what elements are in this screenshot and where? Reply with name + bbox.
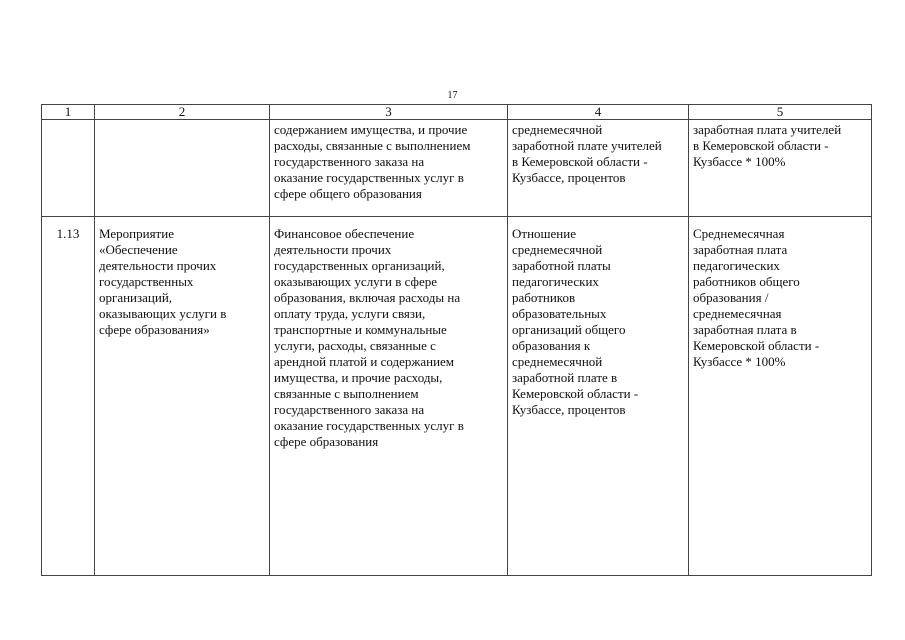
header-col-3: 3 — [270, 105, 508, 120]
cell-text-line: образования / — [693, 290, 769, 305]
cell-text-line: Кузбассе, процентов — [512, 170, 626, 185]
cell-text-line: сфере образования» — [99, 322, 210, 337]
cell-text-line: среднемесячной — [512, 354, 603, 369]
cell-description — [270, 217, 508, 576]
cell-text-line: сфере общего образования — [274, 186, 422, 201]
cell-text-line: сфере образования — [274, 434, 379, 449]
cell-text-line: Среднемесячная — [693, 226, 785, 241]
cell-text-line: организаций, — [99, 290, 173, 305]
cell-formula — [689, 120, 872, 217]
cell-text-line: педагогических — [693, 258, 780, 273]
cell-text-line: работников общего — [693, 274, 800, 289]
cell-text-line: оплату труда, услуги связи, — [274, 306, 426, 321]
cell-text-line: организаций общего — [512, 322, 626, 337]
cell-text-line: в Кемеровской области - — [512, 154, 648, 169]
cell-text-line: арендной платой и содержанием — [274, 354, 455, 369]
cell-text-line: педагогических — [512, 274, 599, 289]
cell-number — [42, 120, 95, 217]
cell-number: 1.13 — [42, 217, 95, 576]
cell-text-line: «Обеспечение — [99, 242, 178, 257]
cell-text-line: деятельности прочих — [274, 242, 392, 257]
cell-text-line: Кузбассе * 100% — [693, 354, 786, 369]
table-row-continuation — [42, 120, 872, 217]
cell-text-line: заработная плата — [693, 242, 788, 257]
cell-text-line: заработная плата учителей — [693, 122, 842, 137]
cell-text-line: имущества, и прочие расходы, — [274, 370, 443, 385]
cell-text-line: образования к — [512, 338, 591, 353]
cell-text-line: Кемеровской области - — [512, 386, 639, 401]
cell-text-line: государственных — [99, 274, 194, 289]
cell-text-line: оказание государственных услуг в — [274, 418, 464, 433]
cell-text-line: среднемесячной — [512, 242, 603, 257]
cell-text-line: заработная плата в — [693, 322, 797, 337]
cell-text-line: среднемесячная — [693, 306, 782, 321]
cell-text-line: государственных организаций, — [274, 258, 445, 273]
cell-text-line: образовательных — [512, 306, 607, 321]
cell-text-line: Финансовое обеспечение — [274, 226, 415, 241]
table-row-1-13 — [42, 217, 872, 576]
cell-text-line: образования, включая расходы на — [274, 290, 461, 305]
cell-text-line: оказание государственных услуг в — [274, 170, 464, 185]
indicator-table — [41, 104, 872, 576]
cell-text-line: Кемеровской области - — [693, 338, 820, 353]
cell-text-line: Кузбассе * 100% — [693, 154, 786, 169]
cell-text-line: связанные с выполнением — [274, 386, 419, 401]
cell-indicator — [508, 217, 689, 576]
cell-text-line: в Кемеровской области - — [693, 138, 829, 153]
cell-text-line: заработной платы — [512, 258, 611, 273]
cell-text-line: Мероприятие — [99, 226, 174, 241]
cell-text-line: государственного заказа на — [274, 154, 425, 169]
header-col-2: 2 — [95, 105, 270, 120]
cell-text-line: заработной плате учителей — [512, 138, 662, 153]
cell-formula — [689, 217, 872, 576]
cell-indicator — [508, 120, 689, 217]
cell-text-line: работников — [512, 290, 576, 305]
cell-text-line: Отношение — [512, 226, 576, 241]
cell-text-line: оказывающих услуги в — [99, 306, 227, 321]
cell-text-line: заработной плате в — [512, 370, 618, 385]
header-col-5: 5 — [689, 105, 872, 120]
cell-text-line: Кузбассе, процентов — [512, 402, 626, 417]
cell-text-line: государственного заказа на — [274, 402, 425, 417]
cell-event-name — [95, 217, 270, 576]
header-col-4: 4 — [508, 105, 689, 120]
cell-text-line: транспортные и коммунальные — [274, 322, 447, 337]
header-col-1: 1 — [42, 105, 95, 120]
cell-text-line: содержанием имущества, и прочие — [274, 122, 468, 137]
cell-event-name — [95, 120, 270, 217]
cell-description — [270, 120, 508, 217]
cell-text-line: среднемесячной — [512, 122, 603, 137]
table-header-row — [42, 105, 872, 120]
cell-text-line: оказывающих услуги в сфере — [274, 274, 438, 289]
cell-text-line: услуги, расходы, связанные с — [274, 338, 436, 353]
cell-text-line: расходы, связанные с выполнением — [274, 138, 471, 153]
page-number: 17 — [447, 90, 458, 101]
cell-text-line: деятельности прочих — [99, 258, 217, 273]
